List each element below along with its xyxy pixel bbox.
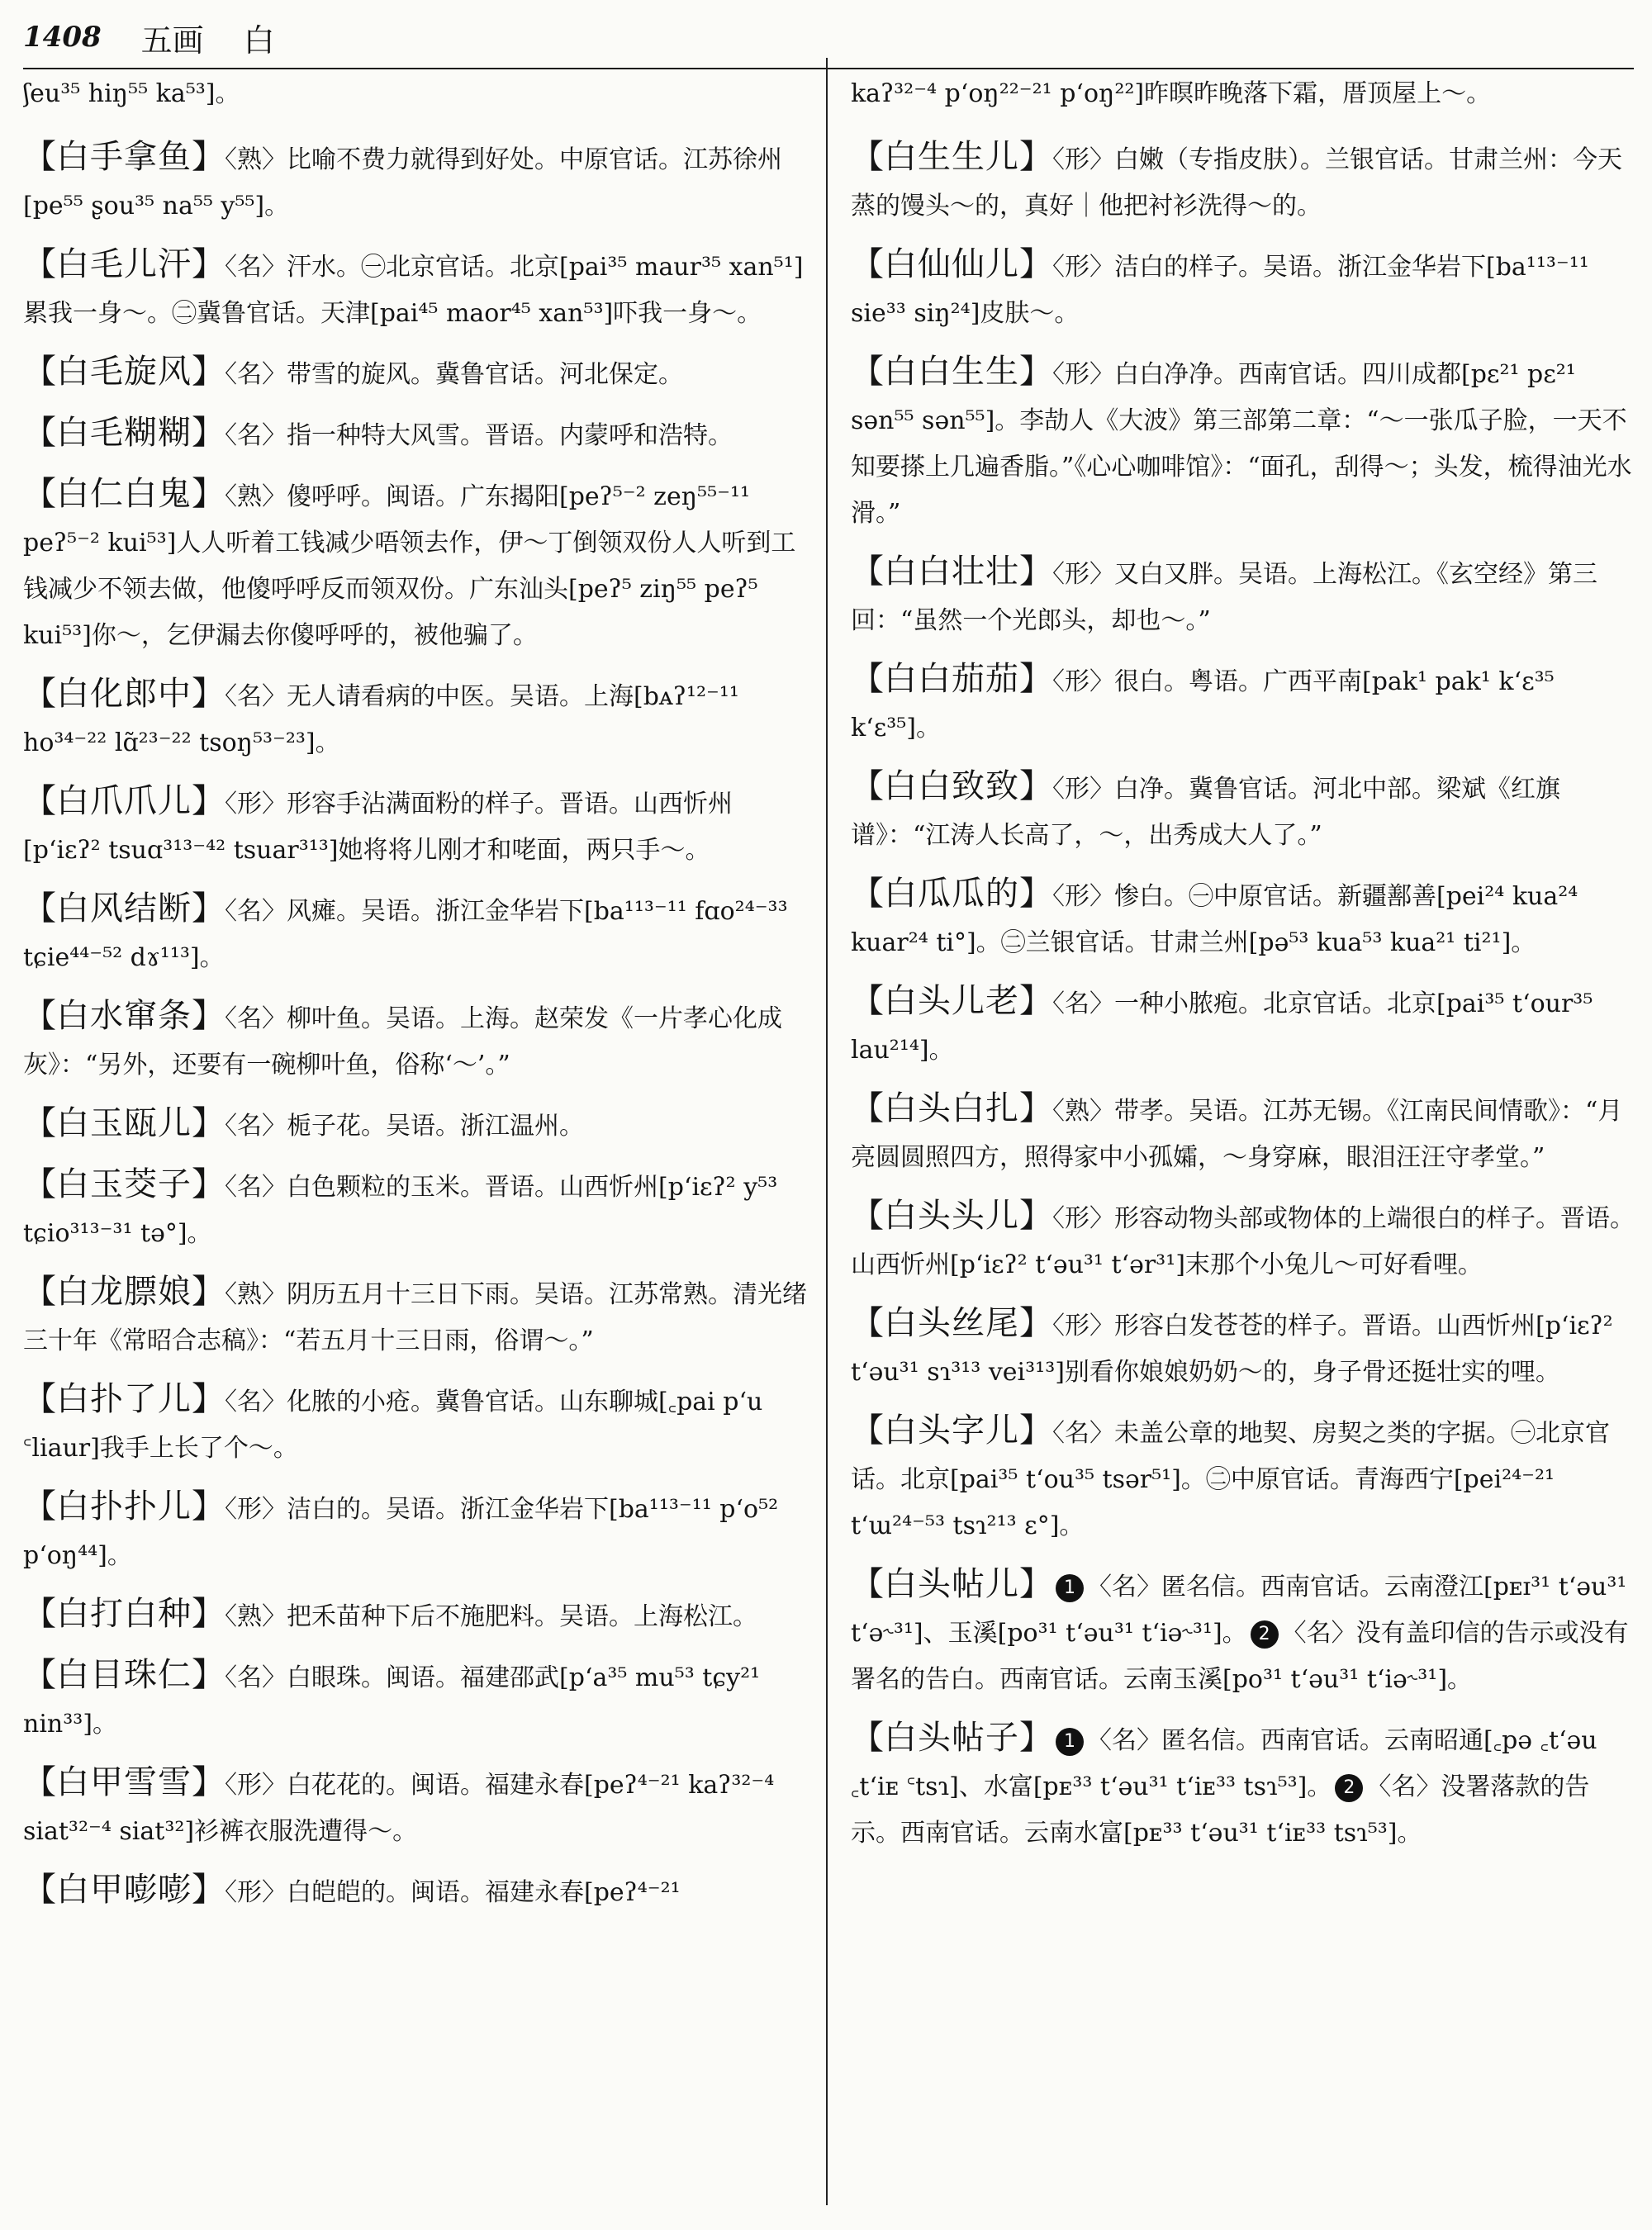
entry-headword: 白玉瓯儿 [56,1104,192,1142]
entry-definition: 形容手沾满面粉的样子。晋语。山西忻州[pʻiɛʔ² tsuɑ³¹³⁻⁴² tsuar³¹³]她将将儿刚才和咾面，两只手～。 [23,790,733,865]
open-bracket: 【 [851,1089,884,1127]
entry-definition: 形容动物头部或物体的上端很白的样子。晋语。山西忻州[pʻiɛʔ² tʻəu³¹ tʻər³¹]末那个小兔儿～可好看哩。 [851,1204,1635,1279]
close-bracket: 】 [192,1487,225,1525]
entry-headword: 白白生生 [884,353,1019,391]
entry-definition: 白皑皑的。闽语。福建永春[peʔ⁴⁻²¹ [287,1878,681,1907]
dictionary-entry [23,778,808,874]
part-of-speech: 〈形〉 [1052,560,1114,589]
part-of-speech: 〈名〉 [225,1173,287,1202]
entry-headword: 白手拿鱼 [56,138,192,176]
close-bracket: 】 [192,675,225,713]
close-bracket: 】 [1019,138,1052,176]
open-bracket: 【 [851,767,884,805]
part-of-speech: 〈名〉 [225,421,287,450]
open-bracket: 【 [23,414,56,452]
entry-definition: 栀子花。吴语。浙江温州。 [287,1112,584,1141]
entry-headword: 白白致致 [884,767,1019,805]
entry-headword: 白扑了儿 [56,1380,192,1418]
entry-definition: 白嫩（专指皮肤）。兰银官话。甘肃兰州：今天蒸的馒头～的，真好｜他把衬衫洗得～的。 [851,145,1622,221]
close-bracket: 】 [192,1273,225,1311]
close-bracket: 】 [192,475,225,513]
entry-definition: 没有盖印信的告示或没有署名的告白。西南官话。云南玉溪[po³¹ tʻəu³¹ tʻiə˞³¹]。 [851,1619,1629,1694]
entry-definition: 惨白。㊀中原官话。新疆鄯善[pei²⁴ kua²⁴ kuar²⁴ ti°]。㊁兰银官话。甘肃兰州[pə⁵³ kua⁵³ kua²¹ ti²¹]。 [851,882,1578,957]
page-header [23,12,1634,63]
entry-headword: 白目珠仁 [56,1656,192,1694]
open-bracket: 【 [23,1595,56,1633]
sense-number: 1 [1056,1574,1084,1602]
close-bracket: 】 [1019,767,1052,805]
dictionary-entry [851,871,1635,966]
open-bracket: 【 [23,1871,56,1909]
entry-definition: 比喻不费力就得到好处。中原官话。江苏徐州[pe⁵⁵ ʂou³⁵ na⁵⁵ y⁵⁵]。 [23,145,782,221]
entry-headword: 白化郎中 [56,675,192,713]
entry-headword: 白毛旋风 [56,353,192,391]
open-bracket: 【 [851,660,884,698]
entry-definition: 无人请看病的中医。吴语。上海[bᴀʔ¹²⁻¹¹ ho³⁴⁻²² lɑ̃²³⁻²² tsoŋ⁵³⁻²³]。 [23,682,739,757]
close-bracket: 】 [1019,982,1052,1020]
close-bracket: 】 [1019,1719,1052,1757]
open-bracket: 【 [23,1165,56,1203]
dictionary-entry [23,993,808,1089]
entry-definition: 又白又胖。吴语。上海松江。《玄空经》第三回：“虽然一个光郎头，却也～。” [851,560,1597,635]
open-bracket: 【 [23,890,56,928]
dictionary-entry [23,1759,808,1855]
entry-headword: 白水窜条 [56,997,192,1035]
close-bracket: 】 [1019,553,1052,591]
entry-definition: 阴历五月十三日下雨。吴语。江苏常熟。清光绪三十年《常昭合志稿》：“若五月十三日雨，俗谓～。” [23,1280,807,1355]
open-bracket: 【 [851,1412,884,1450]
part-of-speech: 〈名〉 [225,682,287,711]
entry-headword: 白爪爪儿 [56,782,192,820]
open-bracket: 【 [23,1763,56,1801]
part-of-speech: 〈名〉 [225,1388,287,1416]
entry-definition: kaʔ³²⁻⁴ pʻoŋ²²⁻²¹ pʻoŋ²²]昨暝昨晚落下霜，厝顶屋上～。 [851,79,1492,108]
part-of-speech: 〈熟〉 [225,482,287,511]
dictionary-entry [23,349,808,398]
entry-definition: 傻呼呼。闽语。广东揭阳[peʔ⁵⁻² zeŋ⁵⁵⁻¹¹ peʔ⁵⁻² kui⁵³]人人听着工钱减少唔领去作，伊～丁倒领双份人人听到工钱减少不领去做，他傻呼呼反而领双份。广东汕头[peʔ⁵ ziŋ⁵⁵ peʔ⁵ kui⁵³]你～，乞伊漏去你傻呼呼的，被他骗了。 [23,482,796,650]
entry-headword: 白玉茭子 [56,1165,192,1203]
entry-definition: 没署落款的告示。西南官话。云南水富[pᴇ³³ tʻəu³¹ tʻiᴇ³³ tsɿ⁵³]。 [851,1772,1590,1848]
left-column [23,71,808,2218]
entry-definition: 匿名信。西南官话。云南澄江[pᴇɪ³¹ tʻəu³¹ tʻə˞³¹]、玉溪[po³¹ tʻəu³¹ tʻiə˞³¹]。 [851,1573,1627,1648]
part-of-speech: 〈名〉 [225,360,287,389]
entry-headword: 白甲雪雪 [56,1763,192,1801]
entry-definition: 白净。冀鲁官话。河北中部。梁斌《红旗谱》：“江涛人长高了，～，出秀成大人了。” [851,775,1560,850]
dictionary-entry [851,241,1635,337]
entry-headword: 白打白种 [56,1595,192,1633]
entry-definition: 洁白的。吴语。浙江金华岩下[ba¹¹³⁻¹¹ pʻo⁵² pʻoŋ⁴⁴]。 [23,1495,779,1570]
dictionary-entry [23,885,808,981]
part-of-speech: 〈名〉 [1366,1772,1441,1801]
sense-number: 2 [1251,1620,1279,1649]
close-bracket: 】 [1019,1412,1052,1450]
entry-definition: 很白。粤语。广西平南[pak¹ pak¹ kʻɛ³⁵ kʻɛ³⁵]。 [851,667,1555,743]
close-bracket: 】 [1019,1304,1052,1342]
close-bracket: 】 [192,1165,225,1203]
entry-definition: ʃeu³⁵ hiŋ⁵⁵ ka⁵³]。 [23,79,240,108]
entry-definition: 未盖公章的地契、房契之类的字据。㊀北京官话。北京[pai³⁵ tʻou³⁵ tsər⁵¹]。㊁中原官话。青海西宁[pei²⁴⁻²¹ tʻɯ²⁴⁻⁵³ tsɿ²¹³ ɛ°]。 [851,1419,1610,1540]
entry-headword: 白头头儿 [884,1197,1019,1235]
dictionary-entry [23,1100,808,1150]
close-bracket: 】 [192,1104,225,1142]
close-bracket: 】 [192,138,225,176]
entry-headword: 白生生儿 [884,138,1019,176]
dictionary-entry [851,134,1635,230]
open-bracket: 【 [851,138,884,176]
close-bracket: 】 [1019,245,1052,283]
entry-definition: 洁白的样子。吴语。浙江金华岩下[ba¹¹³⁻¹¹ sie³³ siŋ²⁴]皮肤～。 [851,253,1589,328]
entry-definition: 匿名信。西南官话。云南昭通[꜀pə ꜀tʻəu ꜀tʻiᴇ ꜂tsɿ]、水富[pᴇ³³ tʻəu³¹ tʻiᴇ³³ tsɿ⁵³]。 [851,1726,1597,1801]
close-bracket: 】 [192,414,225,452]
open-bracket: 【 [23,1273,56,1311]
dictionary-entry [23,241,808,337]
entry-headword: 白头帖儿 [884,1565,1019,1603]
entry-headword: 白扑扑儿 [56,1487,192,1525]
sense-number: 2 [1335,1774,1363,1802]
dictionary-entry [23,134,808,230]
open-bracket: 【 [851,1565,884,1603]
entry-headword: 白白茄茄 [884,660,1019,698]
open-bracket: 【 [851,875,884,913]
entry-headword: 白风结断 [56,890,192,928]
part-of-speech: 〈形〉 [225,1495,287,1524]
entry-definition: 带孝。吴语。江苏无锡。《江南民间情歌》：“月亮圆圆照四方，照得家中小孤孀，～身穿麻，眼泪汪汪守孝堂。” [851,1097,1623,1172]
open-bracket: 【 [23,245,56,283]
part-of-speech: 〈名〉 [1087,1726,1161,1755]
entry-headword: 白毛糊糊 [56,414,192,452]
continued-text [851,71,1635,117]
right-column [851,71,1635,2218]
close-bracket: 】 [1019,353,1052,391]
open-bracket: 【 [23,1487,56,1525]
open-bracket: 【 [23,782,56,820]
entry-definition: 一种小脓疱。北京官话。北京[pai³⁵ tʻour³⁵ lau²¹⁴]。 [851,989,1593,1065]
entry-headword: 白仙仙儿 [884,245,1019,283]
dictionary-entry [851,978,1635,1074]
close-bracket: 】 [1019,1089,1052,1127]
part-of-speech: 〈名〉 [1052,989,1114,1018]
close-bracket: 】 [192,1595,225,1633]
dictionary-entry [851,656,1635,752]
part-of-speech: 〈名〉 [225,1004,287,1033]
dictionary-entry [851,1300,1635,1396]
entry-definition: 指一种特大风雪。晋语。内蒙呼和浩特。 [287,421,733,450]
sense-number: 1 [1056,1728,1084,1756]
close-bracket: 】 [192,1763,225,1801]
section-character: 白 [243,21,275,59]
entry-headword: 白龙膘娘 [56,1273,192,1311]
header-rule [23,68,1634,69]
part-of-speech: 〈形〉 [1052,253,1114,282]
entry-headword: 白头字儿 [884,1412,1019,1450]
open-bracket: 【 [23,475,56,513]
entry-definition: 带雪的旋风。冀鲁官话。河北保定。 [287,360,683,389]
entry-definition: 白花花的。闽语。福建永春[peʔ⁴⁻²¹ kaʔ³²⁻⁴ siat³²⁻⁴ siat³²]衫裤衣服洗遭得～。 [23,1771,775,1846]
part-of-speech: 〈名〉 [1087,1573,1161,1601]
close-bracket: 】 [192,1871,225,1909]
dictionary-entry [23,471,808,659]
part-of-speech: 〈形〉 [1052,667,1114,696]
open-bracket: 【 [851,1719,884,1757]
entry-definition: 白眼珠。闽语。福建邵武[pʻa³⁵ mu⁵³ tɕy²¹ nin³³]。 [23,1663,761,1739]
part-of-speech: 〈名〉 [1052,1419,1114,1448]
close-bracket: 】 [1019,1565,1052,1603]
entry-headword: 白头白扎 [884,1089,1019,1127]
entry-headword: 白毛儿汗 [56,245,192,283]
dictionary-entry [851,1407,1635,1549]
dictionary-entry [23,1867,808,1916]
close-bracket: 】 [1019,875,1052,913]
column-divider [826,58,828,2205]
part-of-speech: 〈熟〉 [1052,1097,1114,1126]
part-of-speech: 〈形〉 [1052,882,1114,911]
dictionary-entry [851,548,1635,644]
open-bracket: 【 [23,353,56,391]
part-of-speech: 〈熟〉 [225,145,287,174]
dictionary-entry [851,1715,1635,1857]
entry-headword: 白白壮壮 [884,553,1019,591]
part-of-speech: 〈名〉 [225,253,287,282]
entry-headword: 白甲嘭嘭 [56,1871,192,1909]
close-bracket: 】 [192,890,225,928]
dictionary-entry [23,410,808,459]
open-bracket: 【 [851,1304,884,1342]
close-bracket: 】 [1019,1197,1052,1235]
part-of-speech: 〈名〉 [1281,1619,1356,1648]
part-of-speech: 〈名〉 [225,897,287,926]
entry-definition: 汗水。㊀北京官话。北京[pai³⁵ maur³⁵ xan⁵¹]累我一身～。㊁冀鲁官话。天津[pai⁴⁵ maor⁴⁵ xan⁵³]吓我一身～。 [23,253,804,328]
part-of-speech: 〈名〉 [225,1112,287,1141]
open-bracket: 【 [23,138,56,176]
dictionary-entry [23,1591,808,1640]
dictionary-entry [23,1483,808,1579]
dictionary-entry [851,1561,1635,1703]
entry-headword: 白仁白鬼 [56,475,192,513]
part-of-speech: 〈形〉 [1052,775,1114,804]
page-number: 1408 [23,21,102,54]
open-bracket: 【 [23,1380,56,1418]
close-bracket: 】 [192,353,225,391]
entry-definition: 形容白发苍苍的样子。晋语。山西忻州[pʻiɛʔ² tʻəu³¹ sɿ³¹³ vei³¹³]别看你娘娘奶奶～的，身子骨还挺壮实的哩。 [851,1312,1613,1387]
entry-definition: 把禾苗种下后不施肥料。吴语。上海松江。 [287,1602,757,1631]
dictionary-entry [23,671,808,766]
entry-definition: 风瘫。吴语。浙江金华岩下[ba¹¹³⁻¹¹ fɑo²⁴⁻³³ tɕie⁴⁴⁻⁵² dɤ¹¹³]。 [23,897,788,972]
close-bracket: 】 [192,1380,225,1418]
open-bracket: 【 [23,997,56,1035]
open-bracket: 【 [851,353,884,391]
part-of-speech: 〈形〉 [1052,1204,1114,1233]
section-label: 五画 [140,21,204,59]
entry-definition: 白白净净。西南官话。四川成都[pɛ²¹ pɛ²¹ sən⁵⁵ sən⁵⁵]。李劼人《大波》第三部第二章：“～一张瓜子脸，一天不知要搽上几遍香脂。”《心心咖啡馆》：“面孔，刮得～；头发，梳得油光水滑。” [851,360,1632,528]
entry-definition: 白色颗粒的玉米。晋语。山西忻州[pʻiɛʔ² y⁵³ tɕio³¹³⁻³¹ tə°]。 [23,1173,778,1248]
part-of-speech: 〈形〉 [225,1878,287,1907]
open-bracket: 【 [23,1656,56,1694]
part-of-speech: 〈形〉 [225,1771,287,1800]
open-bracket: 【 [851,982,884,1020]
entry-headword: 白瓜瓜的 [884,875,1019,913]
close-bracket: 】 [1019,660,1052,698]
part-of-speech: 〈熟〉 [225,1280,287,1309]
dictionary-entry [23,1269,808,1364]
entry-headword: 白头儿老 [884,982,1019,1020]
continued-text [23,71,808,117]
entry-headword: 白头丝尾 [884,1304,1019,1342]
dictionary-entry [851,349,1635,537]
dictionary-entry [23,1161,808,1257]
open-bracket: 【 [851,245,884,283]
close-bracket: 】 [192,1656,225,1694]
part-of-speech: 〈形〉 [1052,360,1114,389]
entry-headword: 白头帖子 [884,1719,1019,1757]
part-of-speech: 〈形〉 [1052,1312,1114,1340]
dictionary-entry [23,1652,808,1748]
part-of-speech: 〈形〉 [225,790,287,818]
dictionary-entry [851,763,1635,859]
entry-definition: 柳叶鱼。吴语。上海。赵荣发《一片孝心化成灰》：“另外，还要有一碗柳叶鱼，俗称‘～’。” [23,1004,782,1079]
close-bracket: 】 [192,997,225,1035]
dictionary-entry [851,1193,1635,1288]
part-of-speech: 〈熟〉 [225,1602,287,1631]
dictionary-entry [851,1085,1635,1181]
close-bracket: 】 [192,245,225,283]
part-of-speech: 〈名〉 [225,1663,287,1692]
open-bracket: 【 [23,675,56,713]
open-bracket: 【 [851,553,884,591]
dictionary-entry [23,1376,808,1472]
close-bracket: 】 [192,782,225,820]
entry-definition: 化脓的小疮。冀鲁官话。山东聊城[꜀pai pʻu ꜂liaur]我手上长了个～。 [23,1388,763,1463]
open-bracket: 【 [851,1197,884,1235]
part-of-speech: 〈形〉 [1052,145,1114,174]
open-bracket: 【 [23,1104,56,1142]
